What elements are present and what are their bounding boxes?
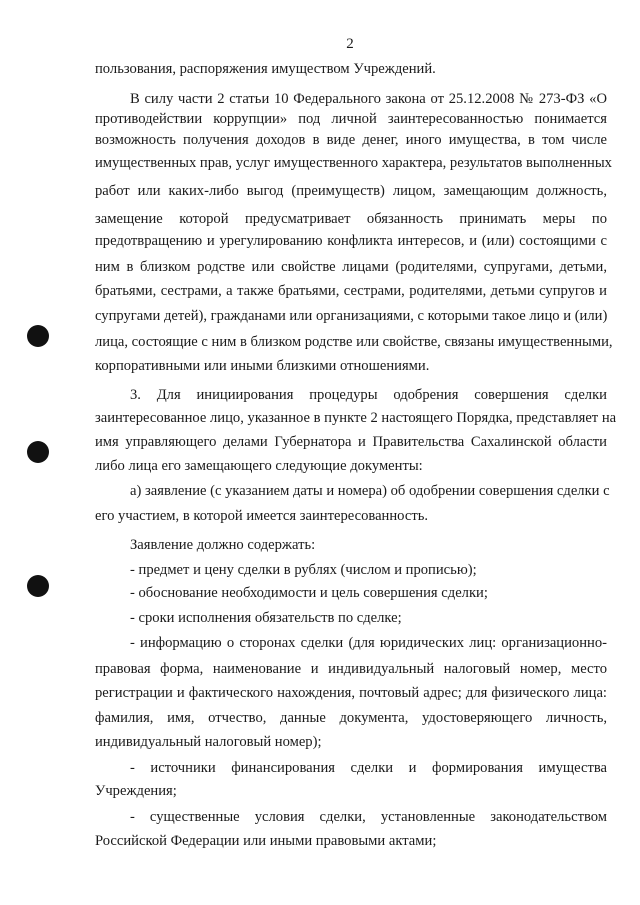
page-number: 2 bbox=[346, 36, 354, 52]
text-line: - обоснование необходимости и цель совершения сделки; bbox=[130, 585, 488, 601]
text-line: Учреждения; bbox=[95, 783, 177, 799]
text-line: заинтересованное лицо, указанное в пункте 2 настоящего Порядка, представляет на bbox=[95, 410, 617, 426]
text-line: замещение которой предусматривает обязанность принимать меры по bbox=[95, 211, 607, 227]
text-line: фамилия, имя, отчество, данные документа, удостоверяющего личность, bbox=[95, 710, 607, 726]
text-line: его участием, в которой имеется заинтересованность. bbox=[95, 508, 428, 524]
text-line: В силу части 2 статьи 10 Федерального закона от 25.12.2008 № 273-ФЗ «О bbox=[130, 91, 607, 107]
text-line: пользования, распоряжения имуществом Учреждений. bbox=[95, 61, 436, 77]
text-line: индивидуальный налоговый номер); bbox=[95, 734, 322, 750]
text-line: противодействии коррупции» под личной заинтересованностью понимается bbox=[95, 111, 607, 127]
text-line: предотвращению и урегулированию конфликта интересов, и (или) состоящими с bbox=[95, 233, 607, 249]
text-line: ним в близком родстве или свойстве лицами (родителями, супругами, детьми, bbox=[95, 259, 607, 275]
text-line: правовая форма, наименование и индивидуальный налоговый номер, место bbox=[95, 661, 607, 677]
text-line: возможность получения доходов в виде денег, иного имущества, в том числе bbox=[95, 132, 607, 148]
text-line: лица, состоящие с ним в близком родстве или свойстве, связаны имущественными, bbox=[95, 334, 613, 350]
binder-hole-3 bbox=[27, 575, 49, 597]
text-line: а) заявление (с указанием даты и номера) об одобрении совершения сделки с bbox=[130, 483, 610, 499]
text-line: Заявление должно содержать: bbox=[130, 537, 316, 553]
text-line: - источники финансирования сделки и формирования имущества bbox=[130, 760, 607, 776]
text-line: - существенные условия сделки, установленные законодательством bbox=[130, 809, 607, 825]
text-line: - сроки исполнения обязательств по сделке; bbox=[130, 610, 402, 626]
text-line: Российской Федерации или иными правовыми актами; bbox=[95, 833, 437, 849]
binder-hole-2 bbox=[27, 441, 49, 463]
text-line: имущественных прав, услуг имущественного характера, результатов выполненных bbox=[95, 155, 612, 171]
text-line: - информацию о сторонах сделки (для юридических лиц: организационно- bbox=[130, 635, 607, 651]
text-line: регистрации и фактического нахождения, почтовый адрес; для физического лица: bbox=[95, 685, 607, 701]
binder-hole-1 bbox=[27, 325, 49, 347]
text-line: либо лица его замещающего следующие документы: bbox=[95, 458, 423, 474]
text-line: 3. Для инициирования процедуры одобрения совершения сделки bbox=[130, 387, 607, 403]
text-line: супругами детей), гражданами или организациями, с которыми такое лицо и (или) bbox=[95, 308, 608, 324]
text-line: - предмет и цену сделки в рублях (числом и прописью); bbox=[130, 562, 477, 578]
text-line: корпоративными или иными близкими отношениями. bbox=[95, 358, 430, 374]
text-line: имя управляющего делами Губернатора и Правительства Сахалинской области bbox=[95, 434, 607, 450]
text-line: работ или каких-либо выгод (преимуществ) лицом, замещающим должность, bbox=[95, 183, 607, 199]
text-line: братьями, сестрами, а также братьями, сестрами, родителями, детьми супругов и bbox=[95, 283, 607, 299]
